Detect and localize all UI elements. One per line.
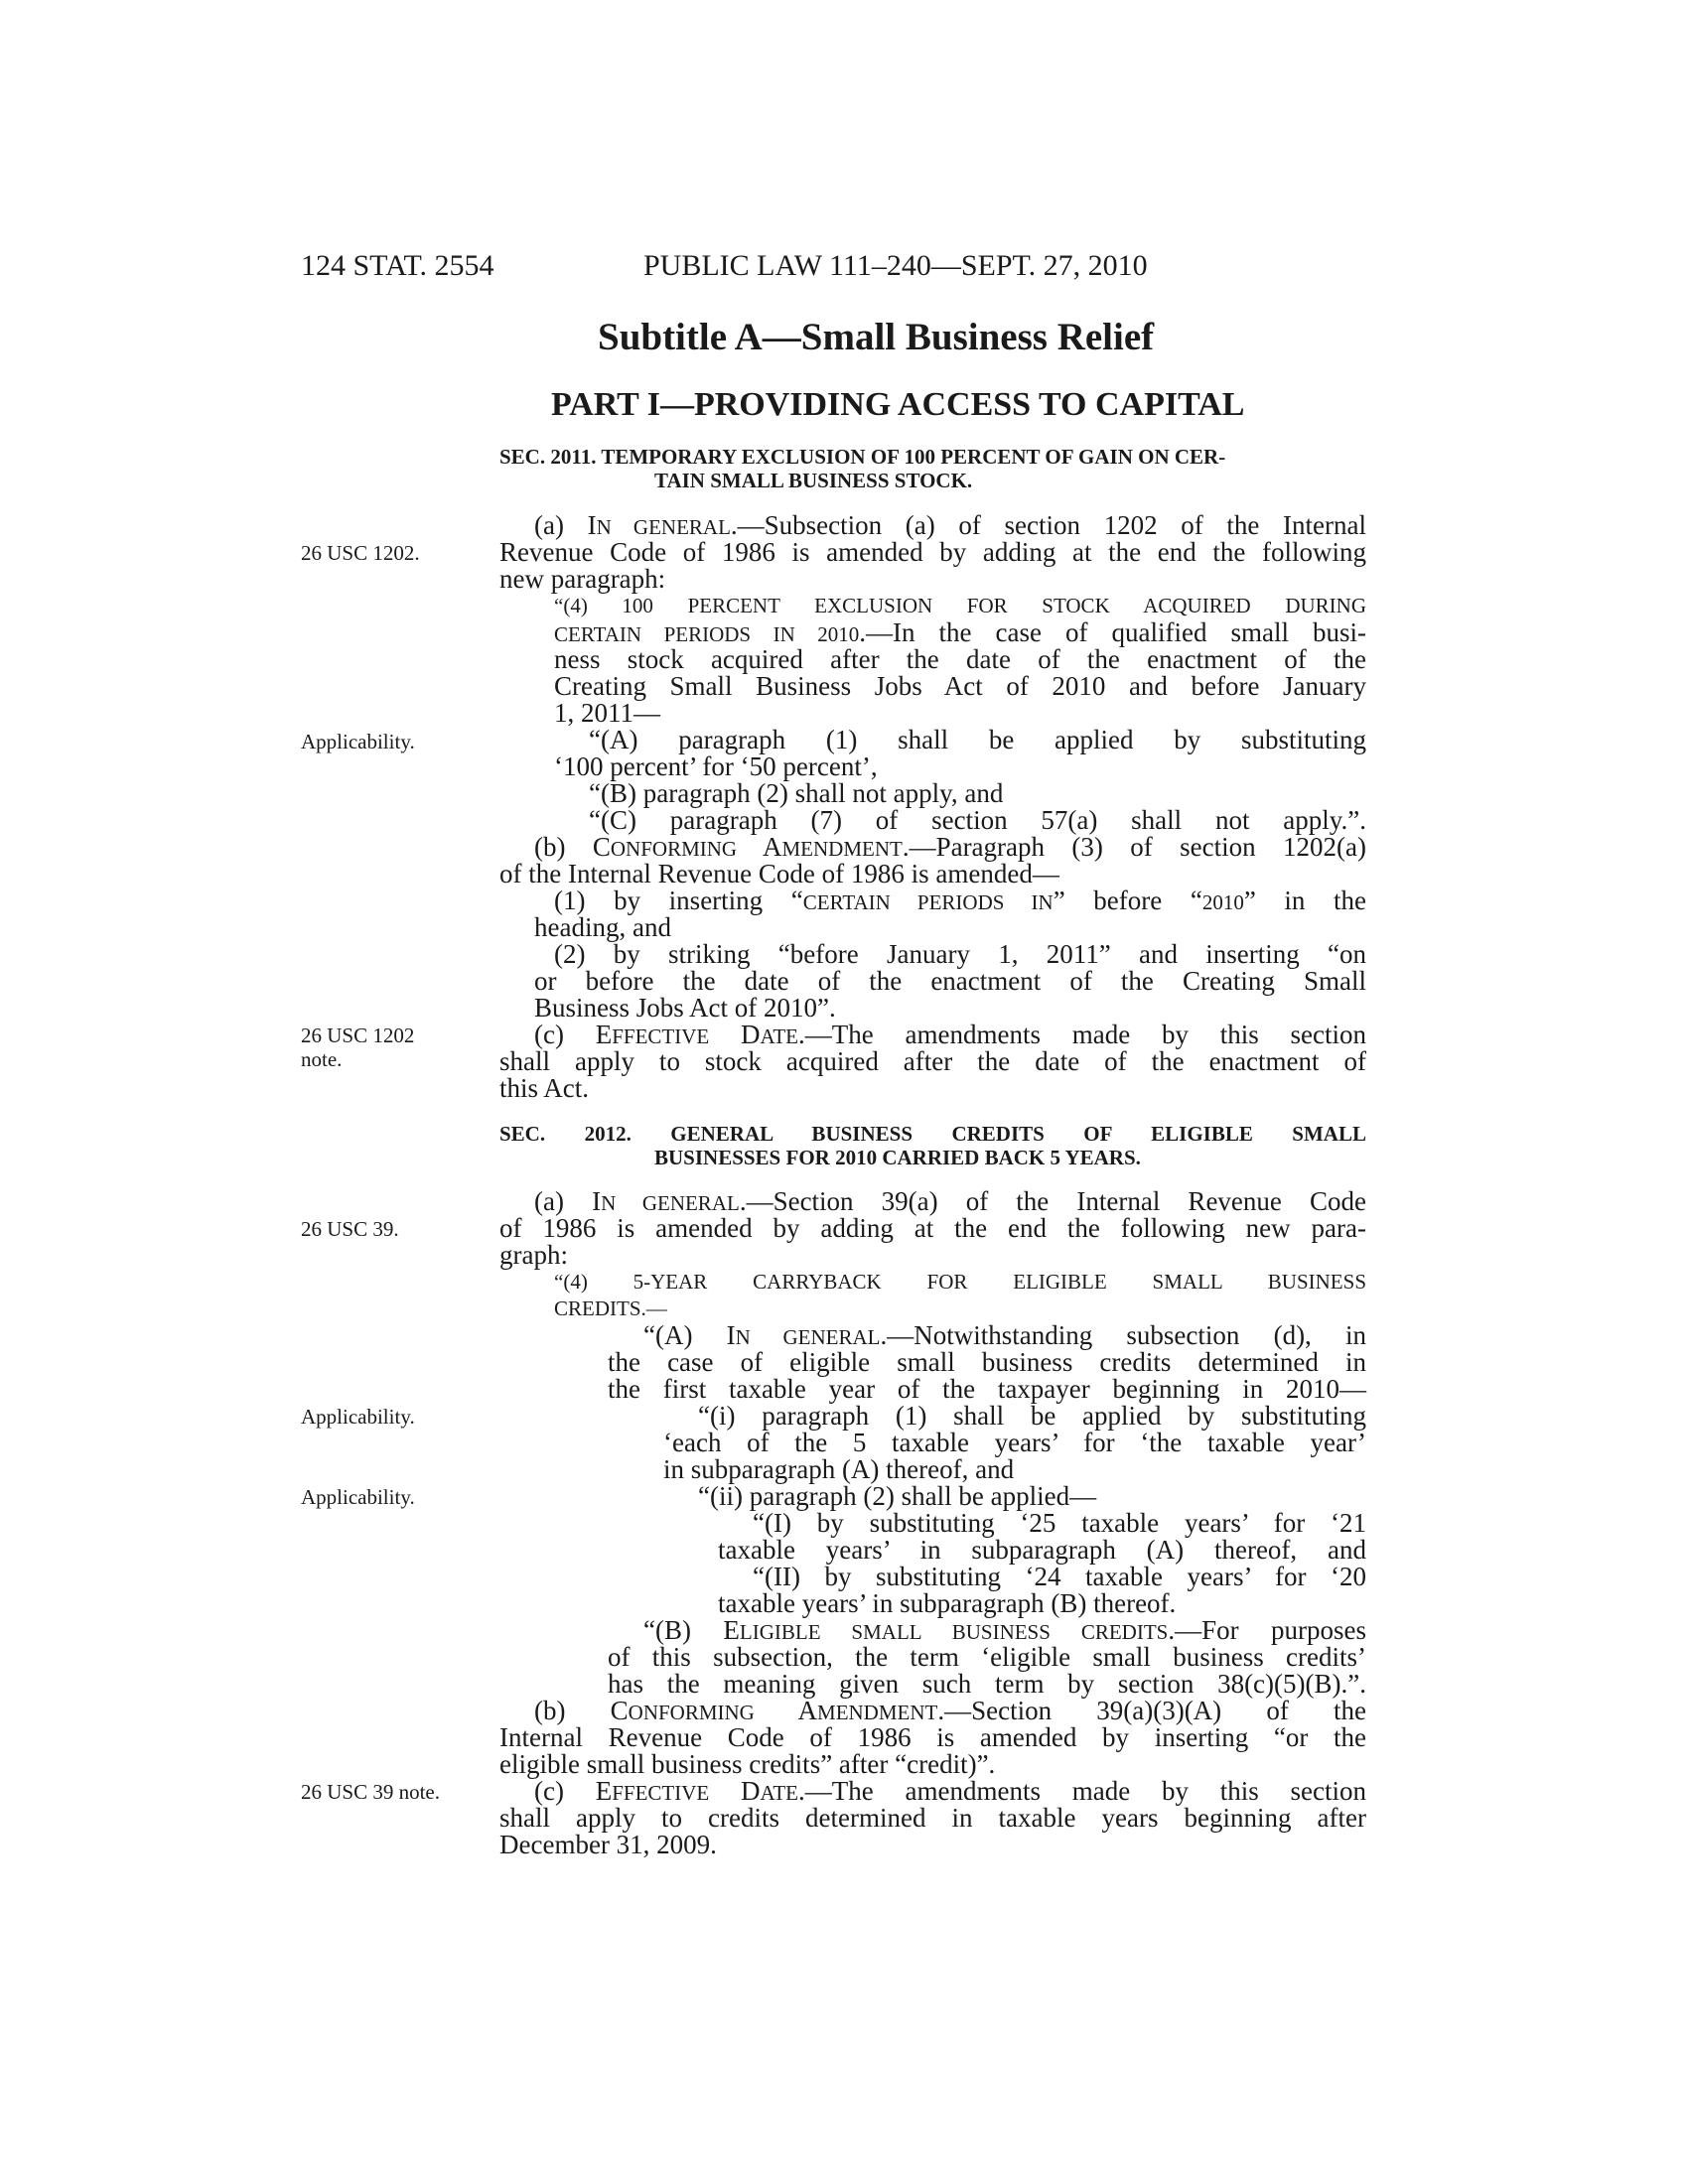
section-2012-heading: SEC. 2012. GENERAL BUSINESS CREDITS OF ELIGIBLE SMALL bbox=[499, 1122, 1366, 1146]
s2012-subclause-II-cont: taxable years’ in subparagraph (B) thereof. bbox=[718, 1588, 1177, 1618]
s2012-clause-i-cont: in subparagraph (A) thereof, and bbox=[663, 1454, 1015, 1484]
subtitle-heading: Subtitle A—Small Business Relief bbox=[598, 316, 1155, 358]
s2011-subpara-C: “(C) paragraph (7) of section 57(a) shall not apply.”. bbox=[589, 805, 1366, 835]
s2012-c-line: (c) EFFECTIVE DATE.—The amendments made by this section bbox=[534, 1776, 1366, 1806]
s2011-subpara-A-cont: ‘100 percent’ for ‘50 percent’, bbox=[554, 751, 878, 781]
s2012-subpara-B-cont: has the meaning given such term by section 38(c)(5)(B).”. bbox=[608, 1669, 1366, 1699]
page-citation: 124 STAT. 2554 bbox=[301, 249, 494, 282]
s2012-a-line: graph: bbox=[499, 1240, 568, 1270]
s2011-b-item2-cont: Business Jobs Act of 2010”. bbox=[534, 993, 836, 1023]
s2012-subpara-A-cont: the case of eligible small business credits determined in bbox=[608, 1347, 1366, 1377]
s2012-clause-i: “(i) paragraph (1) shall be applied by substituting bbox=[698, 1401, 1366, 1431]
s2012-subpara-B: “(B) ELIGIBLE SMALL BUSINESS CREDITS.—For purposes bbox=[643, 1615, 1366, 1645]
s2012-subclause-II: “(II) by substituting ‘24 taxable years’ for ‘20 bbox=[753, 1562, 1366, 1591]
s2011-a-line: Revenue Code of 1986 is amended by adding at the end the following bbox=[499, 537, 1366, 567]
s2011-a-line: (a) IN GENERAL.—Subsection (a) of section 1202 of the Internal bbox=[534, 510, 1366, 540]
s2011-subpara-A: “(A) paragraph (1) shall be applied by substituting bbox=[589, 725, 1366, 754]
s2011-b-item2-cont: or before the date of the enactment of the Creating Small bbox=[534, 966, 1366, 996]
s2011-para4-line: ness stock acquired after the date of the enactment of the bbox=[554, 644, 1366, 674]
s2011-subpara-B: “(B) paragraph (2) shall not apply, and bbox=[589, 778, 1004, 808]
s2012-clause-ii: “(ii) paragraph (2) shall be applied— bbox=[698, 1481, 1097, 1511]
s2012-subpara-A-cont: the first taxable year of the taxpayer beginning in 2010— bbox=[608, 1374, 1366, 1404]
s2012-subclause-I-cont: taxable years’ in subparagraph (A) thereof, and bbox=[718, 1535, 1366, 1565]
s2011-b-item1-cont: heading, and bbox=[534, 912, 671, 942]
s2012-para4-heading: “(4) 5-YEAR CARRYBACK FOR ELIGIBLE SMALL BUSINESS bbox=[554, 1270, 1366, 1294]
margin-note-usc-cont: note. bbox=[301, 1047, 343, 1071]
s2011-b-item1: (1) by inserting “CERTAIN PERIODS IN” before “2010” in the bbox=[554, 886, 1367, 915]
margin-note-applicability: Applicability. bbox=[301, 1405, 415, 1429]
section-2011-heading-cont: TAIN SMALL BUSINESS STOCK. bbox=[654, 469, 973, 492]
section-2011-heading: SEC. 2011. TEMPORARY EXCLUSION OF 100 PERCENT OF GAIN ON CER- bbox=[499, 445, 1226, 469]
margin-note-applicability: Applicability. bbox=[301, 1485, 415, 1509]
margin-note-applicability: Applicability. bbox=[301, 730, 415, 753]
s2012-b-line: eligible small business credits” after “credit)”. bbox=[499, 1749, 996, 1779]
s2011-para4-line: Creating Small Business Jobs Act of 2010 and before January bbox=[554, 671, 1366, 701]
s2012-a-line: of 1986 is amended by adding at the end the following new para- bbox=[499, 1213, 1366, 1243]
s2012-subpara-A: “(A) IN GENERAL.—Notwithstanding subsection (d), in bbox=[643, 1320, 1366, 1350]
part-heading: PART I—PROVIDING ACCESS TO CAPITAL bbox=[551, 386, 1245, 423]
s2011-para4-line: 1, 2011— bbox=[554, 698, 660, 728]
running-header: PUBLIC LAW 111–240—SEPT. 27, 2010 bbox=[643, 249, 1148, 282]
margin-note-usc: 26 USC 1202. bbox=[301, 541, 420, 565]
s2012-b-line: (b) CONFORMING AMENDMENT.—Section 39(a)(3)(A) of the bbox=[534, 1696, 1366, 1725]
s2012-para4-heading-cont: CREDITS.— bbox=[554, 1297, 667, 1320]
margin-note-usc: 26 USC 1202 bbox=[301, 1024, 415, 1047]
s2012-b-line: Internal Revenue Code of 1986 is amended by inserting “or the bbox=[499, 1722, 1366, 1752]
s2011-c-line: (c) EFFECTIVE DATE.—The amendments made by this section bbox=[534, 1020, 1366, 1049]
s2011-b-line: of the Internal Revenue Code of 1986 is amended— bbox=[499, 859, 1059, 888]
s2012-clause-i-cont: ‘each of the 5 taxable years’ for ‘the taxable year’ bbox=[663, 1428, 1366, 1457]
s2011-c-line: this Act. bbox=[499, 1073, 590, 1103]
s2011-para4-heading: “(4) 100 PERCENT EXCLUSION FOR STOCK ACQUIRED DURING bbox=[554, 594, 1366, 617]
margin-note-usc: 26 USC 39 note. bbox=[301, 1780, 441, 1804]
s2012-c-line: shall apply to credits determined in taxable years beginning after bbox=[499, 1803, 1366, 1833]
s2012-a-line: (a) IN GENERAL.—Section 39(a) of the Internal Revenue Code bbox=[534, 1186, 1366, 1216]
s2011-para4-line: CERTAIN PERIODS IN 2010.—In the case of qualified small busi- bbox=[554, 617, 1367, 647]
section-2012-heading-cont: BUSINESSES FOR 2010 CARRIED BACK 5 YEARS. bbox=[654, 1146, 1141, 1169]
s2011-c-line: shall apply to stock acquired after the date of the enactment of bbox=[499, 1046, 1366, 1076]
s2011-b-line: (b) CONFORMING AMENDMENT.—Paragraph (3) of section 1202(a) bbox=[534, 832, 1366, 862]
s2011-b-item2: (2) by striking “before January 1, 2011” and inserting “on bbox=[554, 939, 1366, 969]
margin-note-usc: 26 USC 39. bbox=[301, 1217, 399, 1241]
s2012-subclause-I: “(I) by substituting ‘25 taxable years’ for ‘21 bbox=[753, 1508, 1366, 1538]
s2012-subpara-B-cont: of this subsection, the term ‘eligible small business credits’ bbox=[608, 1642, 1366, 1672]
s2012-c-line: December 31, 2009. bbox=[499, 1830, 717, 1859]
s2011-a-line: new paragraph: bbox=[499, 564, 666, 594]
